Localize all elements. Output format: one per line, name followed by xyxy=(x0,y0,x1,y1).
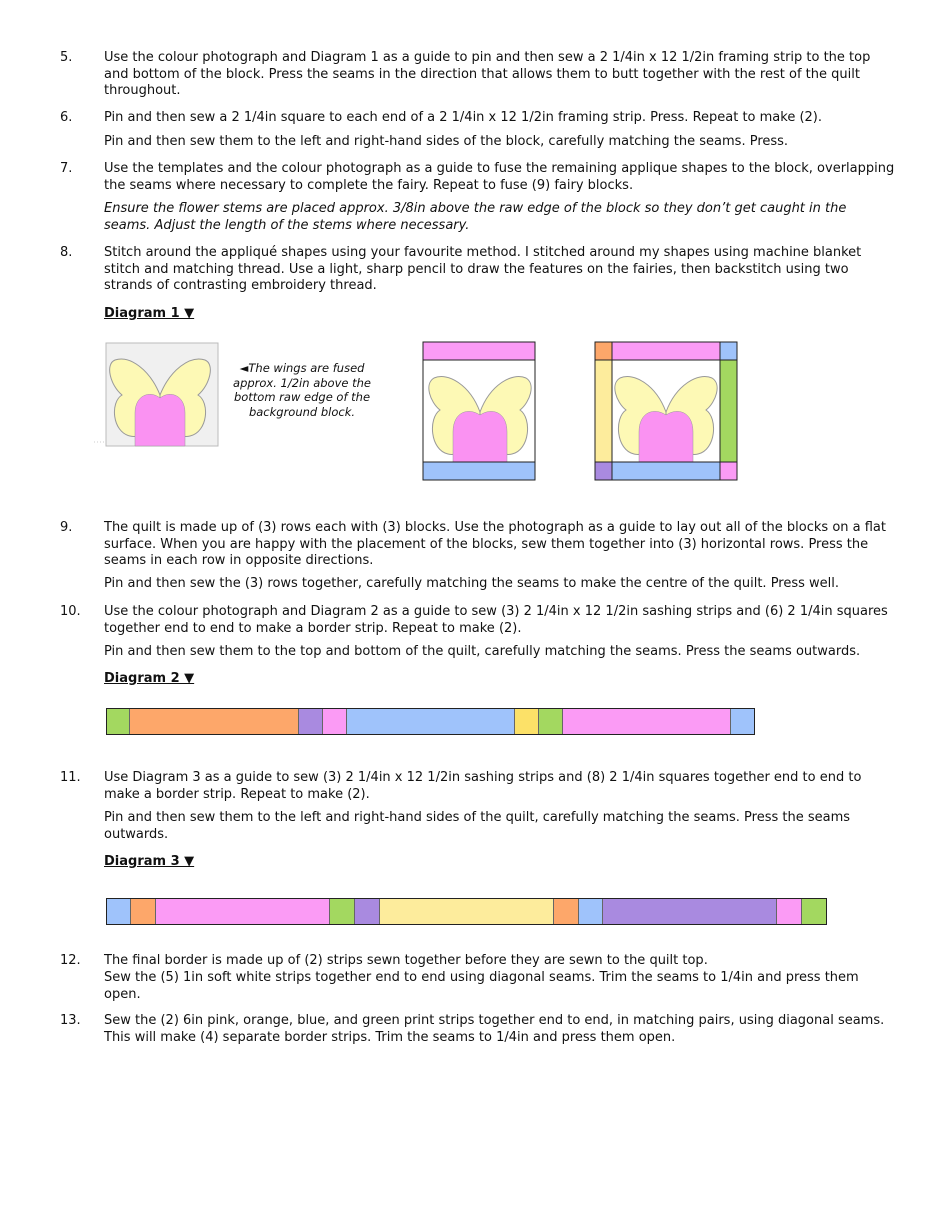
diagram-1-wing-note: ◄The wings are fused approx. 1/2in above the bottom raw edge of the background block. xyxy=(233,361,371,419)
strip-piece-orange xyxy=(130,709,299,734)
step-text: Use the colour photograph and Diagram 1 as a guide to pin and then sew a 2 1/4in x 12 1/2in framing strip to the top and bottom of the block. Press the seams in the direction that allows them to butt together with the rest of the quilt throughout. xyxy=(104,50,871,98)
strip-piece-purple xyxy=(603,899,777,924)
step-text: Use the colour photograph and Diagram 2 as a guide to sew (3) 2 1/4in x 12 1/2in sashing strips and (6) 2 1/4in squares together end to end to make a border strip. Repeat to make (2). xyxy=(104,604,888,636)
strip-piece-gold xyxy=(515,709,539,734)
diagram-2-border-strip xyxy=(106,708,755,735)
step-number: 7. xyxy=(60,161,73,176)
step-number: 12. xyxy=(60,953,81,968)
diagram-3-label: Diagram 3 ▼ xyxy=(104,854,195,869)
step-text: Use the templates and the colour photograph as a guide to fuse the remaining applique shapes to the block, overlapping the seams where necessary to complete the fairy. Repeat to fuse (9) fairy blocks. xyxy=(104,161,895,193)
diagram-1-block-full-frame xyxy=(595,342,737,480)
step-note-italic: Ensure the flower stems are placed approx. 3/8in above the raw edge of the block so they don’t get caught in the seams. Adjust the length of the stems where necessary. xyxy=(104,201,847,233)
strip-piece-orange xyxy=(131,899,156,924)
diagram-1 xyxy=(90,340,750,485)
strip-piece-purple xyxy=(355,899,380,924)
step-number: 8. xyxy=(60,245,73,260)
step-text: The final border is made up of (2) strips sewn together before they are sewn to the quilt top. xyxy=(104,953,708,968)
strip-piece-orange xyxy=(554,899,579,924)
step-text-continued: Pin and then sew them to the left and right-hand sides of the quilt, carefully matching the seams. Press the seams outwards. xyxy=(104,810,851,842)
strip-piece-green xyxy=(107,709,130,734)
strip-piece-blue xyxy=(579,899,603,924)
strip-piece-pink xyxy=(156,899,330,924)
strip-piece-green xyxy=(330,899,355,924)
strip-piece-pink xyxy=(777,899,802,924)
step-text-continued: Pin and then sew them to the top and bottom of the quilt, carefully matching the seams. Press the seams outwards. xyxy=(104,644,861,659)
diagram-1-block-fairy xyxy=(94,343,218,446)
step-text: Use Diagram 3 as a guide to sew (3) 2 1/4in x 12 1/2in sashing strips and (8) 2 1/4in squares together end to end to make a border strip. Repeat to make (2). xyxy=(104,770,862,802)
strip-piece-green xyxy=(539,709,563,734)
step-text-continued: Sew the (5) 1in soft white strips together end to end using diagonal seams. Trim the seams to 1/4in and press them open. xyxy=(104,970,859,1002)
diagram-2-label: Diagram 2 ▼ xyxy=(104,671,195,686)
step-text: Sew the (2) 6in pink, orange, blue, and green print strips together end to end, in matching pairs, using diagonal seams. This will make (4) separate border strips. Trim the seams to 1/4in and press them open. xyxy=(104,1013,885,1045)
strip-piece-green xyxy=(802,899,826,924)
strip-piece-blue xyxy=(107,899,131,924)
step-number: 6. xyxy=(60,110,73,125)
step-text: Stitch around the appliqué shapes using your favourite method. I stitched around my shapes using machine blanket stitch and matching thread. Use a light, sharp pencil to draw the features on the fairies, then backstitch using two strands of contrasting embroidery thread. xyxy=(104,245,862,293)
step-text-continued: Pin and then sew the (3) rows together, carefully matching the seams to make the centre of the quilt. Press well. xyxy=(104,576,840,591)
diagram-1-block-top-bottom-strips xyxy=(423,342,535,480)
strip-piece-purple xyxy=(299,709,323,734)
strip-piece-pink xyxy=(323,709,347,734)
strip-piece-yellow xyxy=(380,899,554,924)
diagram-1-label: Diagram 1 ▼ xyxy=(104,306,195,321)
strip-piece-pink xyxy=(563,709,731,734)
strip-piece-blue xyxy=(347,709,515,734)
diagram-3-border-strip xyxy=(106,898,827,925)
step-text: Pin and then sew a 2 1/4in square to each end of a 2 1/4in x 12 1/2in framing strip. Press. Repeat to make (2). xyxy=(104,110,823,125)
step-text: The quilt is made up of (3) rows each with (3) blocks. Use the photograph as a guide to lay out all of the blocks on a flat surface. When you are happy with the placement of the blocks, sew them together into (3) horizontal rows. Press the seams in each row in opposite directions. xyxy=(104,520,886,568)
step-number: 5. xyxy=(60,50,73,65)
step-text-continued: Pin and then sew them to the left and right-hand sides of the block, carefully matching the seams. Press. xyxy=(104,134,789,149)
step-number: 13. xyxy=(60,1013,81,1028)
step-number: 11. xyxy=(60,770,81,785)
strip-piece-blue xyxy=(731,709,754,734)
step-number: 10. xyxy=(60,604,81,619)
step-number: 9. xyxy=(60,520,73,535)
